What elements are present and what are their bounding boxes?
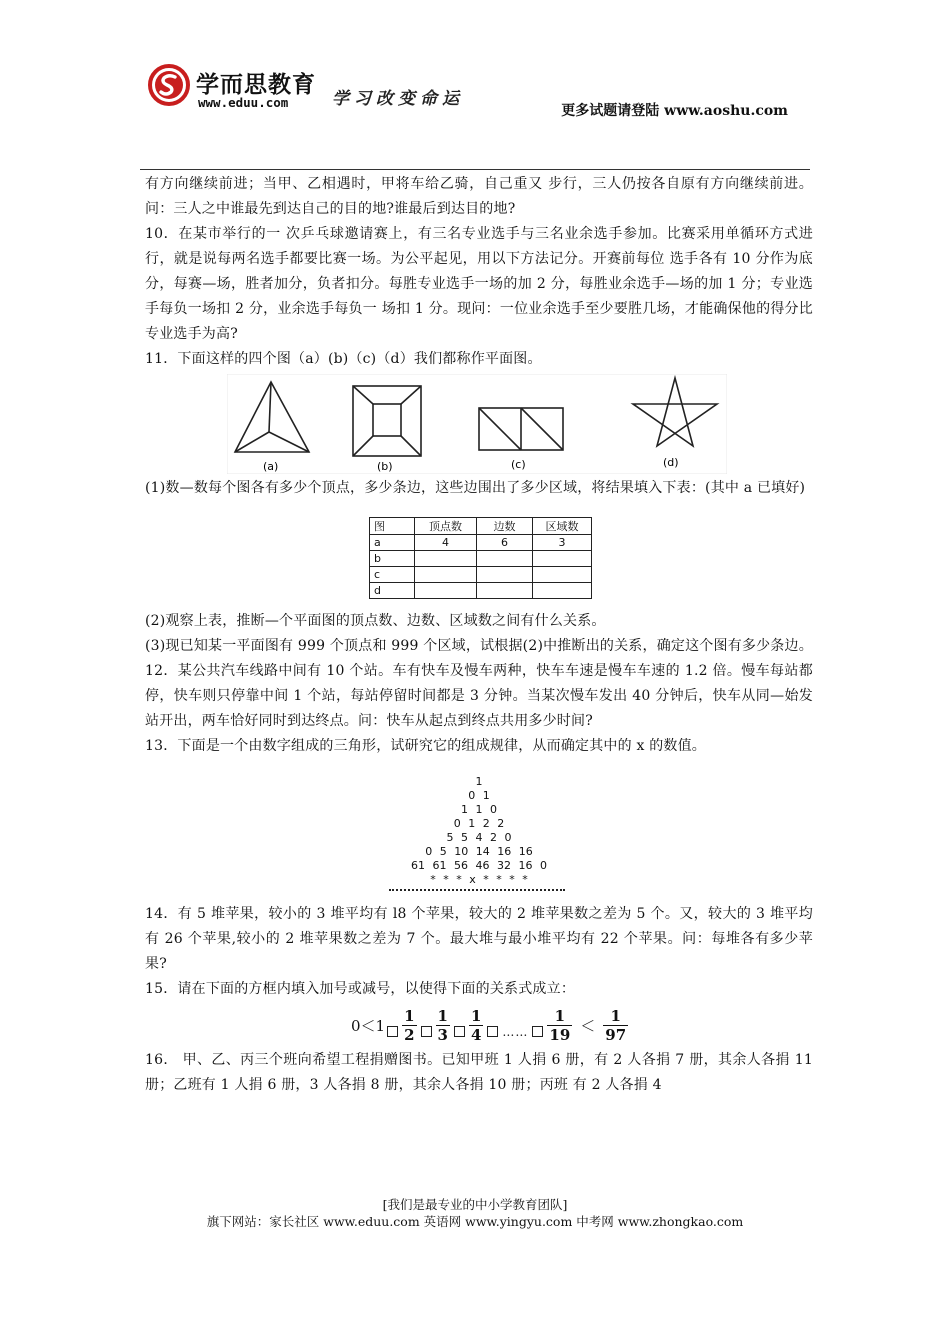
operator-box[interactable] [532,1026,543,1037]
question-11-part-2: (2)观察上表，推断—个平面图的顶点数、边数、区域数之间有什么关系。 [145,613,606,629]
footer-links[interactable]: 旗下网站：家长社区 www.eduu.com 英语网 www.yingyu.com 中考网 www.zhongkao.com [206,1214,744,1229]
triangle-row: 0 1 2 2 [453,817,505,830]
table-header-cell: 区域数 [533,518,592,535]
table-cell: c [370,567,415,583]
header-divider [140,169,810,170]
brand-url[interactable]: www.eduu.com [198,95,289,110]
less-than-sign: ＜ [580,1016,596,1035]
fraction: $\frac{1}{4}$ [470,1006,482,1044]
triangle-continuation-dots [389,889,565,893]
footer-tagline: [我们是最专业的中小学教育团队] [382,1197,568,1212]
brand-name: 学而思教育 [196,72,316,98]
figure-d [633,378,717,446]
figure-a-label: (a) [263,460,279,473]
table-header-row [370,518,592,535]
formula-ellipsis: …… [502,1025,529,1039]
table-cell [415,551,477,567]
question-12: 12．某公共汽车线路中间有 10 个站。车有快车及慢车两种，快车车速是慢车车速的 1.2 倍。慢车每站都停，快车则只停靠中间 1 个站，每站停留时间都是 3 分钟。当某次慢车发出 40 分钟后，快车从同—始发站开出，两车恰好同时到达终点。问：快车从起点到终点共用多少时间? [145,663,813,729]
table-cell: d [370,583,415,599]
table-cell [477,551,533,567]
table-row [370,551,592,567]
planar-figures-drawing [227,374,727,474]
table-cell: 3 [533,535,592,551]
triangle-row: * * * x * * * * [430,873,528,886]
triangle-row: 1 1 0 [461,803,497,816]
table-cell [477,567,533,583]
question-15: 15．请在下面的方框内填入加号或减号，以使得下面的关系式成立： [145,981,576,997]
question-11-part-3: (3)现已知某一平面图有 999 个顶点和 999 个区域，试根据(2)中推断出的关系，确定这个图有多少条边。 [145,638,813,654]
document-body [145,172,813,1098]
promo-text[interactable]: 更多试题请登陆 www.aoshu.com [561,103,788,119]
figure-c-label: (c) [511,458,526,471]
table-cell: 4 [415,535,477,551]
vertex-edge-region-table [369,517,592,599]
table-row [370,535,592,551]
table-row [370,567,592,583]
question-10: 10．在某市举行的一 次乒乓球邀请赛上，有三名专业选手与三名业余选手参加。比赛采用单循环方式进行，就是说每两名选手都要比赛一场。为公平起见，用以下方法记分。开赛前每位 选手各有 10 分作为底分，每赛—场，胜者加分，负者扣分。每胜专业选手一场的加 2 分，每胜业余选手—场的加 1 分；专业选手每负一场扣 2 分，业余选手每负一 场扣 1 分。现问：一位业余选手至少要胜几场，才能确保他的得分比专业选手为高? [145,226,813,342]
question-16: 16． 甲、乙、丙三个班向希望工程捐赠图书。已知甲班 1 人捐 6 册，有 2 人各捐 7 册，其余人各捐 11 册；乙班有 1 人捐 6 册，3 人各捐 8 册，其余人各捐 10 册；丙班 有 2 人各捐 4 [145,1052,813,1093]
number-triangle [145,763,813,898]
triangle-row: 61 61 56 46 32 16 0 [411,859,547,872]
formula-lead: 0＜1 [351,1016,386,1035]
table-cell [477,583,533,599]
figure-a [235,382,309,452]
question-11-part-1: (1)数—数每个图各有多少个顶点，多少条边，这些边围出了多少区域，将结果填入下表：(其中 a 已填好) [145,480,806,496]
inequality-formula [145,1002,813,1048]
operator-box[interactable] [454,1026,465,1037]
fraction: $\frac{1}{19}$ [549,1006,571,1044]
table-cell: 6 [477,535,533,551]
triangle-row: 1 [475,775,483,788]
brand-slogan: 学习改变命运 [332,89,464,109]
figure-c [479,408,563,450]
fraction: $\frac{1}{2}$ [404,1006,415,1044]
question-11: 11．下面这样的四个图（a）(b)（c)（d）我们都称作平面图。 [145,351,542,367]
triangle-row: 0 1 [468,789,490,802]
operator-box[interactable] [387,1026,398,1037]
fraction: $\frac{1}{97}$ [605,1006,627,1044]
operator-box[interactable] [421,1026,432,1037]
figure-b [353,386,421,456]
triangle-row: 0 5 10 14 16 16 [425,845,533,858]
triangle-row: 5 5 4 2 0 [446,831,512,844]
table-cell: a [370,535,415,551]
planar-figures [145,374,813,474]
table-header-cell: 顶点数 [415,518,477,535]
figure-d-label: (d) [663,456,679,469]
fraction: $\frac{1}{3}$ [437,1006,448,1044]
paragraph-continuation: 有方向继续前进；当甲、乙相遇时，甲将车给乙骑，自己重又 步行，三人仍按各自原有方向继续前进。问：三人之中谁最先到达自己的目的地?谁最后到达目的地? [145,176,813,217]
operator-box[interactable] [487,1026,498,1037]
table-cell: b [370,551,415,567]
table-row [370,583,592,599]
table-cell [533,551,592,567]
question-13: 13．下面是一个由数字组成的三角形，试研究它的组成规律，从而确定其中的 x 的数值。 [145,738,707,754]
table-header-cell: 边数 [477,518,533,535]
brand-logo-icon [148,64,190,106]
question-14: 14．有 5 堆苹果，较小的 3 堆平均有 l8 个苹果，较大的 2 堆苹果数之差为 5 个。又，较大的 3 堆平均有 26 个苹果,较小的 2 堆苹果数之差为 7 个。最大堆与最小堆平均有 22 个苹果。问：每堆各有多少苹果? [145,906,813,972]
table-cell [415,567,477,583]
table-header-cell: 图 [370,518,415,535]
table-cell [415,583,477,599]
table-cell [533,567,592,583]
page-header [140,62,810,170]
table-cell [533,583,592,599]
figure-b-label: (b) [377,460,393,473]
